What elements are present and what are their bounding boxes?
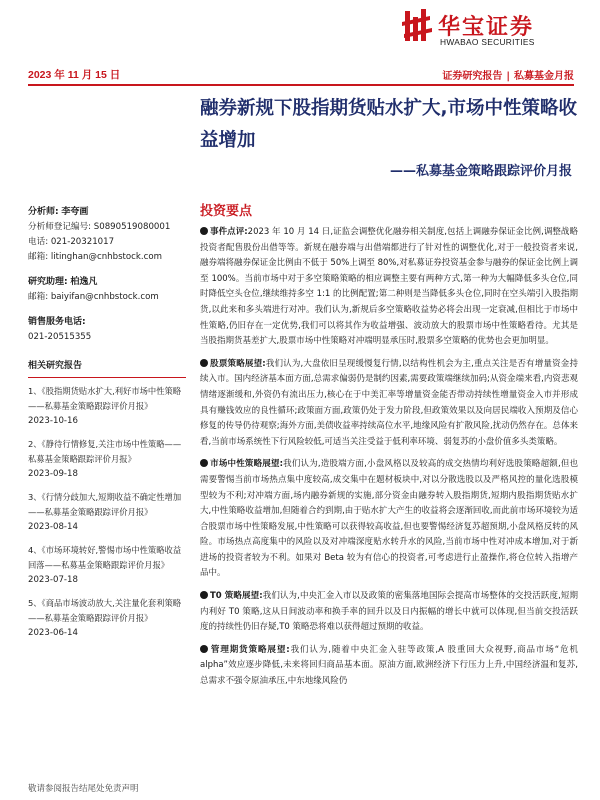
bullet-icon — [200, 645, 208, 653]
disclaimer-note: 敬请参阅报告结尾处免责声明 — [28, 784, 139, 794]
related-report-date: 2023-08-14 — [28, 522, 78, 532]
analyst-email[interactable]: 邮箱: litinghan@cnhbstock.com — [28, 252, 162, 262]
paragraph-body: 我们认为,造股端方面,小盘风格以及较高的成交热情均利好选股策略超额,但也需要警惕当前市场热点集中度较高,成交集中在题材板块中,对以分散选股以及严格风控的量化选股模型较为不利;对冲端方面,场内融券新规的实施,部分资金由融券转入股指期货,短期内股指期货贴水扩大,中性策略收益增加,但随着合约到期,由于贴水扩大产生的收益将会逐渐回收,而此前市场环境较为适合股票市场中性策略发展,中性策略可以获得较高收益,但也要警惕经济复苏超预期,小盘风格反转的风险。市场热点高度集中的风险以及对冲端深度贴水转升水的风险,当前市场中性对冲成本增加,对于新进场的投资者较为不利。如果对 Beta 较为有信心的投资者,可考虑进行止盈操作,将仓位转入指增产品中。 — [200, 459, 578, 579]
report-subtype-label: 私募基金月报 — [514, 71, 574, 82]
paragraph-head: 市场中性策略展望: — [210, 459, 283, 470]
related-report-item[interactable]: 5、《商品市场波动放大,关注量化套利策略——私募基金策略跟踪评价月报》 — [28, 598, 182, 623]
bullet-icon — [200, 227, 208, 235]
bullet-icon — [200, 459, 208, 467]
related-report-item[interactable]: 1、《股指期货贴水扩大,利好市场中性策略——私募基金策略跟踪评价月报》 — [28, 386, 182, 411]
assistant-line — [28, 275, 186, 290]
paragraph-body: 我们认为,中央汇金入市以及政策的密集落地国际会提高市场整体的交投活跃度,短期内利好 T0 策略,这从日间波动率和换手率的回升以及日内振幅的增长中就可以体现,但当前交投活跃度的持续性仍旧存疑,T0 策略恐将难以获得超过预期的收益。 — [200, 591, 578, 633]
report-type — [442, 67, 574, 82]
sidebar — [28, 205, 186, 649]
paragraph-market-neutral-outlook — [200, 457, 578, 582]
bullet-icon — [200, 359, 208, 367]
assistant-email[interactable]: 邮箱: baiyifan@cnhbstock.com — [28, 292, 159, 302]
related-report-date: 2023-07-18 — [28, 575, 78, 585]
sales-label: 销售服务电话: — [28, 317, 86, 327]
related-reports-divider — [28, 377, 186, 378]
brand-logo — [402, 8, 572, 48]
paragraph-cta-outlook — [200, 643, 578, 690]
paragraph-body: 我们认为,随着中央汇金入驻等政策,A 股重回大众视野,商品市场“危机 alpha”效应逐步降低,未来将回归商品基本面。原油方面,欧洲经济下行压力上升,中国经济温和复苏,总需求不强令原油承压,中东地缘风险仍 — [200, 644, 579, 687]
bullet-icon — [200, 591, 208, 599]
page-title: 融券新规下股指期货贴水扩大,市场中性策略收益增加 — [200, 98, 578, 151]
brand-name-cn: 华宝证券 — [438, 15, 535, 40]
page-subtitle: ——私募基金策略跟踪评价月报 — [389, 164, 572, 179]
paragraph-event-review — [200, 225, 578, 350]
related-report-date: 2023-06-14 — [28, 628, 78, 638]
paragraph-t0-outlook — [200, 589, 578, 636]
analyst-phone: 电话: 021-20321017 — [28, 237, 115, 247]
report-date: 2023 年 11 月 15 日 — [28, 69, 121, 81]
related-report-item[interactable]: 3、《行情分歧加大,短期收益不确定性增加——私募基金策略跟踪评价月报》 — [28, 492, 182, 517]
analyst-label: 分析师: — [28, 207, 59, 217]
analyst-line — [28, 205, 186, 220]
related-report-item[interactable]: 2、《静待行情修复,关注市场中性策略——私募基金策略跟踪评价月报》 — [28, 439, 182, 464]
paragraph-body: 我们认为,大盘依旧呈现缓慢复行情,以结构性机会为主,重点关注是否有增量资金持续入市。国内经济基本面方面,总需求偏弱仍是制约因素,需要政策端继续加码;从资金端来看,内资悲观情绪逐渐缓和,外资仍有流出压力,核心在于中美汇率等增量资金能否带动持续性增量资金入市并形成具有赚钱效应的良性循环;政策面方面,政策仍处于发力阶段,但政策效果以及向居民端收入预期及信心修复的传导仍待观察;海外方面,美债收益率持续高位水平,地缘风险有扩散风险,扰动仍然存在。总体来看,当前市场系统性下行风险较低,可适当关注受益于低利率环境、弱复苏的小盘价值多头类策略。 — [200, 358, 578, 447]
related-reports-title: 相关研究报告 — [28, 361, 83, 371]
related-report-item[interactable]: 4、《市场环境转好,警惕市场中性策略收益回落——私募基金策略跟踪评价月报》 — [28, 545, 182, 570]
analyst-cert: 分析师登记编号: S0890519080001 — [28, 222, 171, 232]
header-divider — [28, 84, 574, 86]
paragraph-head: 事件点评: — [210, 227, 248, 237]
analyst-name: 李夸画 — [61, 207, 89, 217]
paragraph-head: 管理期货策略展望: — [210, 644, 290, 655]
related-report-date: 2023-10-16 — [28, 416, 78, 426]
report-type-label: 证券研究报告 — [442, 71, 503, 82]
assistant-label: 研究助理: — [28, 277, 68, 287]
paragraph-head: T0 策略展望: — [210, 591, 263, 602]
brand-name-en: HWABAO SECURITIES — [440, 37, 535, 47]
paragraph-equity-outlook — [200, 357, 578, 451]
brand-mark-icon — [402, 8, 434, 44]
sales-phone: 021-20515355 — [28, 332, 92, 342]
report-type-separator: | — [506, 71, 510, 82]
main-content — [200, 200, 578, 697]
assistant-name: 柏逸凡 — [70, 277, 98, 287]
paragraph-head: 股票策略展望: — [210, 358, 266, 369]
related-report-date: 2023-09-18 — [28, 469, 78, 479]
paragraph-body: 2023 年 10 月 14 日,证监会调整优化融券相关制度,包括上调融券保证金比例,调整战略投资者配售股份出借等等。新规在融券端与出借端都进行了针对性的调整优化,对于一般投资者来说,融券端将融券保证金比例由不低于 50%上调至 80%,对私募证券投资基金参与融券的保证金比例上调至 100%。当前市场中对于多空策略策略的相应调整主要有两种方式,第一种为大幅降低多头仓位,同时降低空头仓位,继续维持多空 1:1 的比例配置;第二种则是当降低多头仓位,同时在空头端引入股指期货,以此来和多头端进行对冲。我们认为,新规后多空策略收益势必将会出现一定衰减,但相比于市场中性策略,仍旧存在一定优势,我们可以将其作为收益增强、波动放大的股票市场中性策略看待。尤其是当股指期货基差扩大,股票市场中性策略对冲端明显承压时,股票多空策略的优势也会更加明显。 — [200, 227, 578, 347]
section-heading: 投资要点 — [200, 204, 253, 219]
